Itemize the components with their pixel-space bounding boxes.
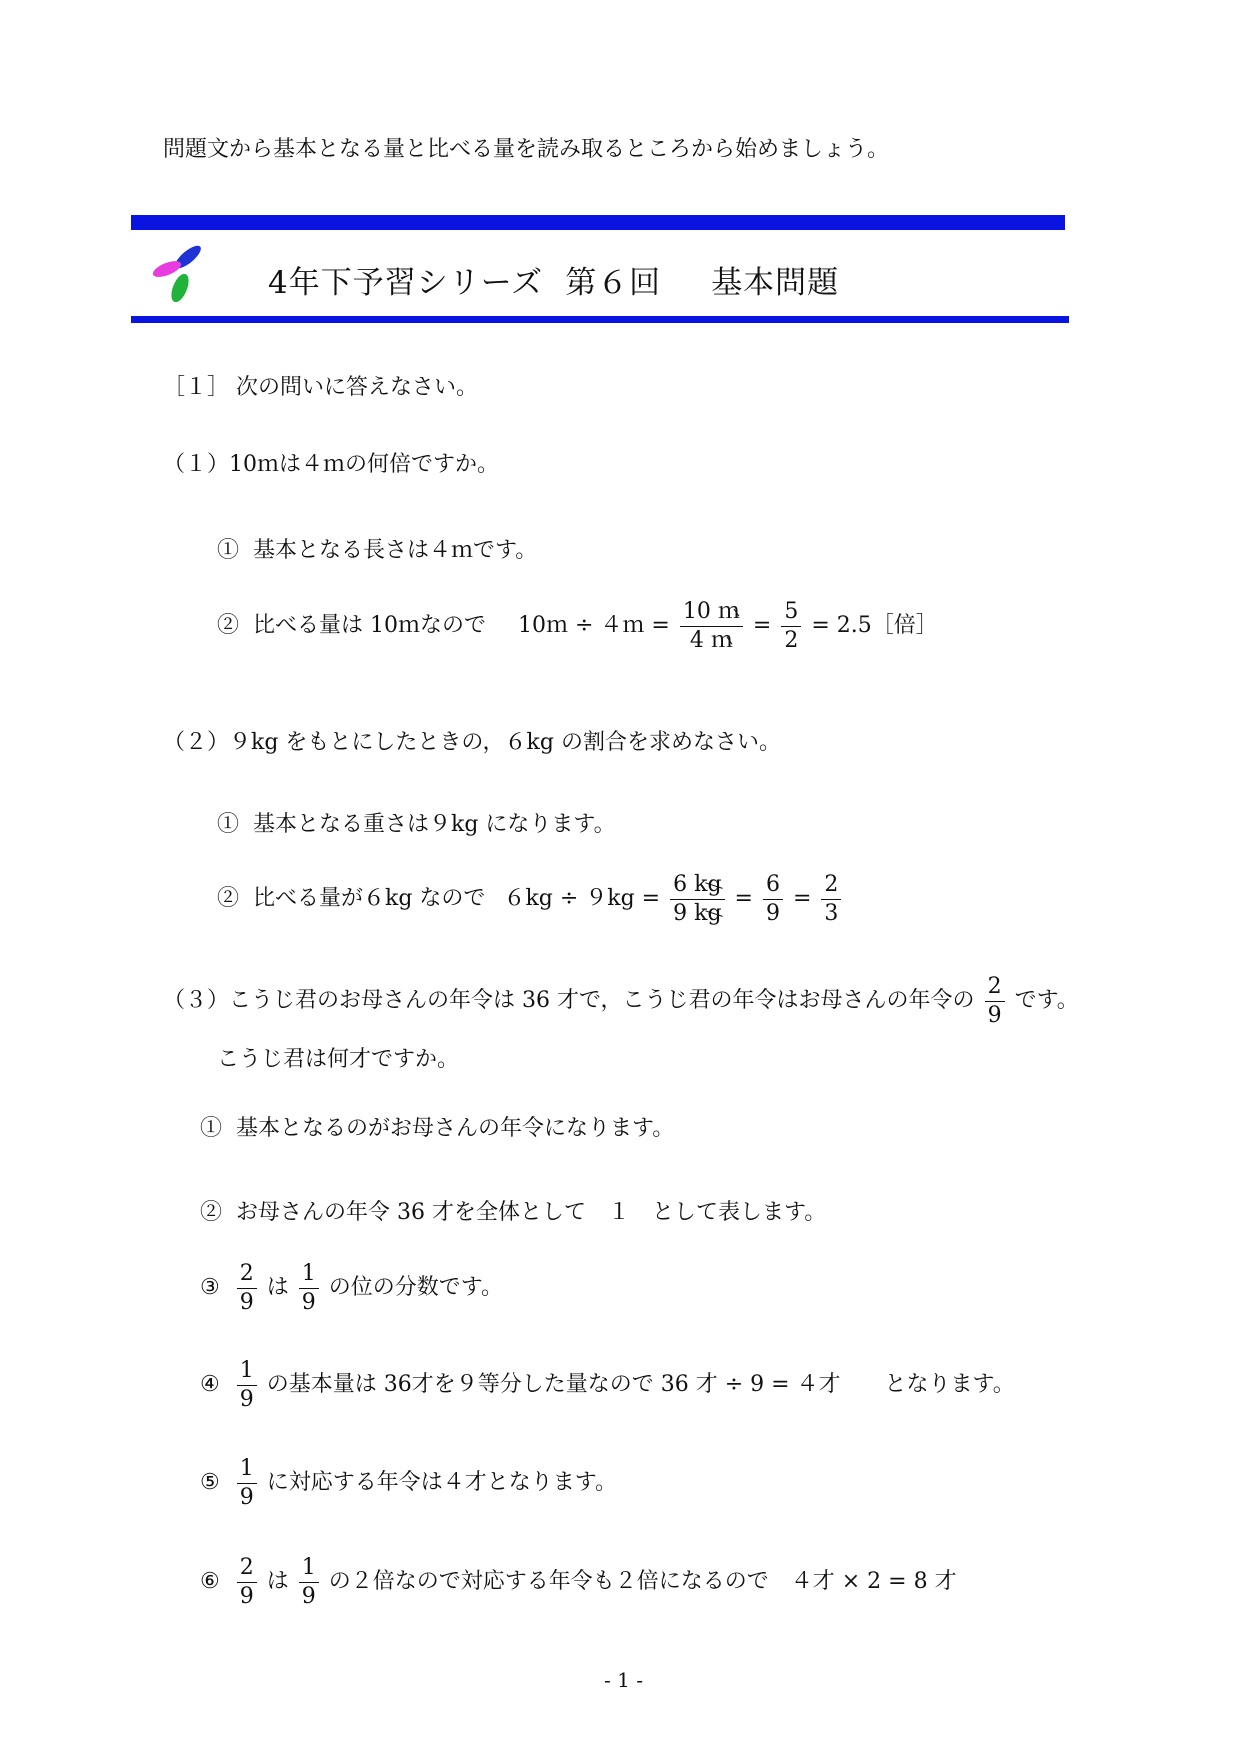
q3-step-6 bbox=[200, 1554, 957, 1610]
fraction-numerator: 6 bbox=[763, 871, 783, 900]
fraction-numerator: 2 bbox=[985, 973, 1005, 1002]
question-3-line-2: こうじ君は何才ですか。 bbox=[217, 1047, 460, 1072]
fraction-2-over-9 bbox=[237, 1260, 257, 1316]
step-mark: ① bbox=[217, 812, 240, 837]
q2-expression: ６kg ÷ ９kg = bbox=[503, 886, 661, 911]
q1-step-1 bbox=[217, 533, 537, 564]
step-text: 基本となる重さは９kg になります。 bbox=[253, 812, 616, 837]
step-mark: ② bbox=[217, 613, 240, 638]
header-top-bar bbox=[131, 215, 1065, 230]
fraction-denominator: 9 bbox=[987, 1002, 1002, 1028]
section-heading: ［１］ 次の問いに答えなさい。 bbox=[163, 375, 478, 400]
q1-result: = 2.5［倍］ bbox=[811, 613, 938, 638]
fraction-numerator: 2 bbox=[821, 871, 841, 900]
step-text: 比べる量が６kg なので bbox=[253, 886, 486, 911]
title-subtitle: 基本問題 bbox=[711, 265, 840, 301]
header-bottom-bar bbox=[131, 316, 1069, 323]
fraction-numerator: 2 bbox=[237, 1260, 257, 1289]
fraction-denominator: 9 bbox=[239, 1386, 254, 1412]
step-text: に対応する年令は４才となります。 bbox=[266, 1470, 617, 1495]
q3-step-4 bbox=[200, 1357, 1015, 1413]
step-text: の２倍なので対応する年令も２倍になるので ４才 × 2 = 8 才 bbox=[328, 1569, 957, 1594]
logo-icon bbox=[150, 245, 210, 307]
equals-sign: = bbox=[752, 613, 772, 638]
fraction-1-over-9 bbox=[237, 1455, 257, 1511]
fraction-denominator: 3 bbox=[824, 900, 839, 926]
step-text: の位の分数です。 bbox=[328, 1275, 503, 1300]
fraction-10m-over-4m bbox=[680, 598, 743, 654]
fraction-denominator: 9 bbox=[765, 900, 780, 926]
title-lesson: 第６回 bbox=[565, 265, 662, 301]
step-text: 比べる量は 10ｍなので bbox=[253, 613, 487, 638]
q2-step-2 bbox=[217, 871, 844, 927]
fraction-denominator: 9 bbox=[239, 1583, 254, 1609]
step-text: 基本となる長さは４ｍです。 bbox=[253, 538, 538, 563]
q3-step-1 bbox=[200, 1111, 674, 1142]
equals-sign: = bbox=[792, 886, 812, 911]
fraction-denominator: 9 bbox=[301, 1583, 316, 1609]
fraction-numerator: 1 bbox=[299, 1554, 319, 1583]
step-mark: ④ bbox=[200, 1372, 220, 1397]
question-3-text: こうじ君のお母さんの年令は 36 才で，こうじ君の年令はお母さんの年令の bbox=[229, 988, 975, 1013]
fraction-1-over-9 bbox=[237, 1357, 257, 1413]
question-3-text-end: です。 bbox=[1014, 988, 1079, 1013]
step-mark: ⑥ bbox=[200, 1569, 220, 1594]
q1-step-2 bbox=[217, 598, 938, 654]
fraction-6kg-over-9kg bbox=[670, 871, 724, 927]
fraction-denominator: 4 bbox=[689, 627, 704, 653]
fraction-5-over-2 bbox=[781, 598, 801, 654]
fraction-denominator: 9 bbox=[239, 1484, 254, 1510]
question-2-label: （２） bbox=[163, 730, 230, 755]
fraction-denominator: 2 bbox=[784, 627, 799, 653]
cancelled-unit: kg bbox=[694, 900, 722, 926]
question-2-text: ９kg をもとにしたときの，６kg の割合を求めなさい。 bbox=[229, 730, 781, 755]
question-1-text: 10ｍは４ｍの何倍ですか。 bbox=[229, 452, 500, 477]
question-1-label: （１） bbox=[163, 452, 230, 477]
fraction-1-over-9 bbox=[299, 1260, 319, 1316]
fraction-6-over-9 bbox=[763, 871, 783, 927]
fraction-numerator: 5 bbox=[781, 598, 801, 627]
q2-step-1 bbox=[217, 807, 616, 838]
fraction-denominator: 9 bbox=[673, 900, 688, 926]
page-number: - 1 - bbox=[604, 1668, 643, 1692]
step-text: は bbox=[266, 1275, 289, 1300]
step-mark: ⑤ bbox=[200, 1470, 220, 1495]
question-1 bbox=[163, 447, 499, 478]
fraction-2-over-9 bbox=[985, 973, 1005, 1029]
q3-step-5 bbox=[200, 1455, 617, 1511]
cancelled-unit: kg bbox=[694, 872, 722, 897]
cancelled-unit: ｍ bbox=[717, 599, 740, 624]
step-mark: ② bbox=[217, 886, 240, 911]
fraction-numerator: 2 bbox=[237, 1554, 257, 1583]
question-3-label: （３） bbox=[163, 988, 230, 1013]
step-mark: ③ bbox=[200, 1275, 220, 1300]
q1-expression: 10ｍ ÷ ４ｍ = bbox=[518, 613, 670, 638]
fraction-2-over-3 bbox=[821, 871, 841, 927]
step-text: の基本量は 36才を９等分した量なので 36 才 ÷ 9 = ４才 となります。 bbox=[266, 1372, 1015, 1397]
fraction-numerator: 6 bbox=[673, 872, 688, 897]
step-mark: ② bbox=[200, 1200, 223, 1225]
question-3 bbox=[163, 973, 1079, 1029]
intro-text: 問題文から基本となる量と比べる量を読み取るところから始めましょう。 bbox=[163, 137, 890, 162]
fraction-2-over-9 bbox=[237, 1554, 257, 1610]
question-2 bbox=[163, 725, 781, 756]
fraction-numerator: 1 bbox=[237, 1455, 257, 1484]
q3-step-2 bbox=[200, 1195, 826, 1226]
equals-sign: = bbox=[734, 886, 753, 911]
fraction-numerator: 1 bbox=[237, 1357, 257, 1386]
title-series: 4年下予習シリーズ bbox=[268, 265, 544, 301]
page-title bbox=[268, 257, 839, 302]
step-text: 基本となるのがお母さんの年令になります。 bbox=[236, 1116, 675, 1141]
step-mark: ① bbox=[200, 1116, 223, 1141]
fraction-numerator: 10 bbox=[682, 599, 711, 624]
fraction-denominator: 9 bbox=[301, 1289, 316, 1315]
step-text: は bbox=[266, 1569, 289, 1594]
step-mark: ① bbox=[217, 538, 240, 563]
step-text: お母さんの年令 36 才を全体として １ として表します。 bbox=[236, 1200, 827, 1225]
fraction-1-over-9 bbox=[299, 1554, 319, 1610]
cancelled-unit: ｍ bbox=[710, 627, 733, 653]
q3-step-3 bbox=[200, 1260, 503, 1316]
fraction-numerator: 1 bbox=[299, 1260, 319, 1289]
fraction-denominator: 9 bbox=[239, 1289, 254, 1315]
